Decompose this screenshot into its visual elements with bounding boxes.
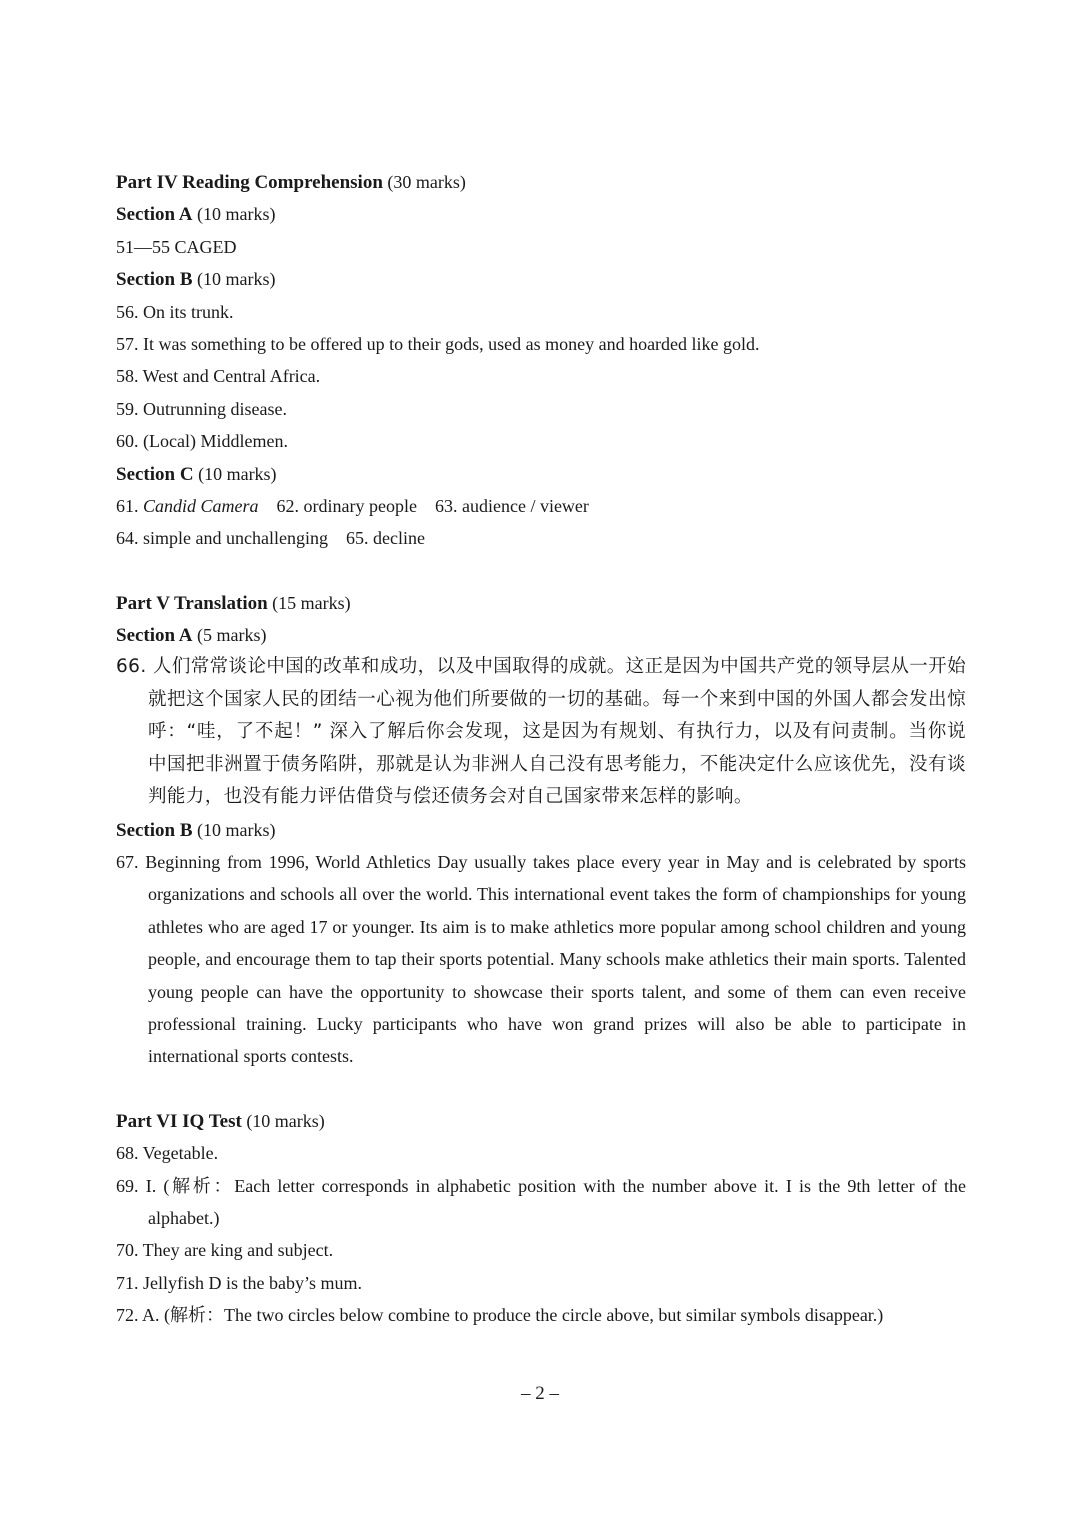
part4-sectionB-heading [116,263,966,295]
part4-title: Part IV Reading Comprehension [116,172,383,193]
section-marks: (10 marks) [197,819,276,840]
section-title: Section B [116,269,193,291]
answer-51-55: 51—55 CAGED [116,236,237,257]
part4-sectionC-heading [116,458,966,490]
answer-59: 59. Outrunning disease. [116,398,287,419]
answer-62: 62. ordinary people [276,495,417,516]
part4-marks: (30 marks) [387,172,466,192]
translation-67: 67. Beginning from 1996, World Athletics Day usually takes place every year in May and is celebrated by sports organizations and schools all over the world. This international event takes the form of championships for young athletes who are aged 17 or younger. Its aim is to make athletics more popular among school children and young people, and encourage them to tap their sports potential. Many schools make athletics their main sports. Talented young people can have the opportunity to showcase their sports talent, and some of them can even receive professional training. Lucky participants who have won grand prizes will also be able to participate in international sports contests. [116,851,966,1067]
answer-64: 64. simple and unchallenging [116,528,328,549]
answer-key-page [116,166,966,1332]
section-title: Section C [116,463,194,485]
page-number: – 2 – [521,1383,559,1404]
answer-68: 68. Vegetable. [116,1143,219,1164]
section-title: Section A [116,204,193,226]
part6-title: Part VI IQ Test [116,1110,242,1132]
part6-heading [116,1105,966,1137]
answer-63: 63. audience / viewer [434,495,589,516]
answer-60: 60. (Local) Middlemen. [116,431,288,452]
section-title: Section B [116,819,193,841]
section-title: Section A [116,625,193,647]
part5-sectionA-heading [116,619,966,651]
part5-title: Part V Translation [116,592,268,614]
answers-61-63 [116,490,966,522]
part4-sectionA-heading [116,198,966,230]
answer-69: 69. I. (解析：Each letter corresponds in alphabetic position with the number above it. I is the 9th letter of the alphabet.) [116,1175,966,1228]
part5-sectionB-heading [116,814,966,846]
section-marks: (5 marks) [197,625,267,646]
section-marks: (10 marks) [197,269,276,290]
translation-66: 66. 人们常常谈论中国的改革和成功，以及中国取得的成就。这正是因为中国共产党的领导层从一开始就把这个国家人民的团结一心视为他们所要做的一切的基础。每一个来到中国的外国人都会发出惊呼：“哇，了不起！” 深入了解后你会发现，这是因为有规划、有执行力，以及有问责制。当你说中国把非洲置于债务陷阱，那就是认为非洲人自己没有思考能力，不能决定什么应该优先，没有谈判能力，也没有能力评估借贷与偿还债务会对自己国家带来怎样的影响。 [116,656,966,808]
section-marks: (10 marks) [198,463,277,484]
answer-57: 57. It was something to be offered up to their gods, used as money and hoarded like gold. [116,333,760,354]
part5-heading [116,587,966,619]
answer-61-text: Candid Camera [143,495,259,516]
section-marks: (10 marks) [197,204,276,225]
answer-56: 56. On its trunk. [116,301,234,322]
answer-65: 65. decline [345,528,425,549]
answer-61-number: 61. [116,495,139,516]
answer-72: 72. A. (解析：The two circles below combine to produce the circle above, but similar symbols disappear.) [116,1305,884,1326]
answer-70: 70. They are king and subject. [116,1240,334,1261]
answer-58: 58. West and Central Africa. [116,366,321,387]
answer-71: 71. Jellyfish D is the baby’s mum. [116,1272,362,1293]
part4-heading [116,166,966,198]
part6-marks: (10 marks) [246,1110,325,1131]
part5-marks: (15 marks) [272,592,351,613]
answers-64-65 [116,522,966,554]
